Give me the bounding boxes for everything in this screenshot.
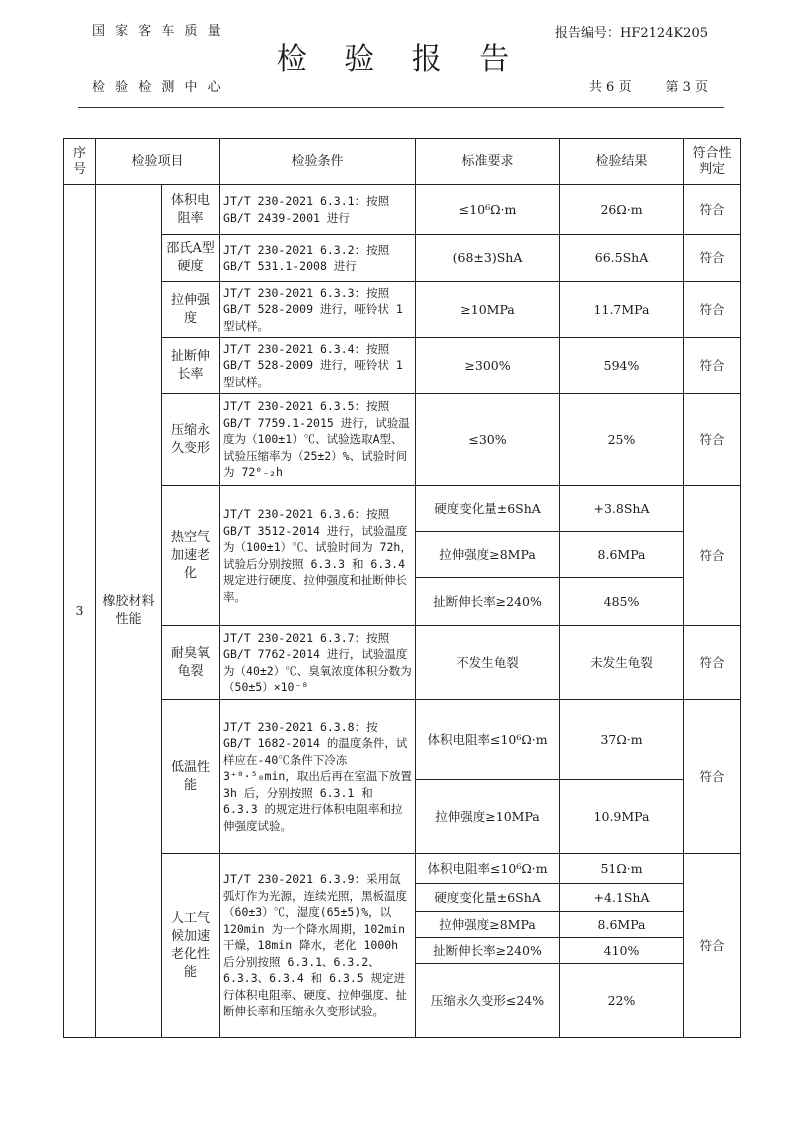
organization-name-line1: 国 家 客 车 质 量 bbox=[92, 24, 224, 39]
requirement-cell: ≥10MPa bbox=[416, 282, 560, 338]
condition-cell: JT/T 230-2021 6.3.3：按照 GB/T 528-2009 进行，哑铃状 1 型试样。 bbox=[220, 282, 416, 338]
item-cell: 热空气加速老化 bbox=[162, 486, 220, 626]
verdict-cell: 符合 bbox=[684, 185, 741, 235]
requirement-cell: 体积电阻率≤10⁶Ω·m bbox=[416, 700, 560, 780]
condition-cell: JT/T 230-2021 6.3.1：按照 GB/T 2439-2001 进行 bbox=[220, 185, 416, 235]
table-row bbox=[64, 626, 741, 700]
result-cell: 51Ω·m bbox=[560, 854, 684, 884]
header-item: 检验项目 bbox=[96, 139, 220, 185]
result-cell: +3.8ShA bbox=[560, 486, 684, 532]
result-cell: 未发生龟裂 bbox=[560, 626, 684, 700]
result-cell: 11.7MPa bbox=[560, 282, 684, 338]
condition-cell: JT/T 230-2021 6.3.6：按照 GB/T 3512-2014 进行，试验温度为（100±1）℃、试验时间为 72h，试验后分别按照 6.3.3 和 6.3.4 规定进行硬度、拉伸强度和扯断伸长率。 bbox=[220, 486, 416, 626]
requirement-cell: (68±3)ShA bbox=[416, 235, 560, 282]
table-row bbox=[64, 282, 741, 338]
table-row bbox=[64, 185, 741, 235]
total-pages: 共 6 页 bbox=[588, 80, 632, 95]
verdict-cell: 符合 bbox=[684, 486, 741, 626]
verdict-cell: 符合 bbox=[684, 338, 741, 394]
report-number: 报告编号：HF2124K205 bbox=[555, 26, 708, 41]
result-cell: 25% bbox=[560, 394, 684, 486]
verdict-cell: 符合 bbox=[684, 700, 741, 854]
condition-cell: JT/T 230-2021 6.3.2：按照 GB/T 531.1-2008 进行 bbox=[220, 235, 416, 282]
header-divider bbox=[78, 107, 724, 108]
verdict-cell: 符合 bbox=[684, 394, 741, 486]
result-cell: 37Ω·m bbox=[560, 700, 684, 780]
verdict-cell: 符合 bbox=[684, 235, 741, 282]
table-row bbox=[64, 854, 741, 884]
table-row bbox=[64, 394, 741, 486]
requirement-cell: 硬度变化量±6ShA bbox=[416, 884, 560, 912]
table-row bbox=[64, 700, 741, 780]
result-cell: +4.1ShA bbox=[560, 884, 684, 912]
table-row bbox=[64, 235, 741, 282]
requirement-cell: 拉伸强度≥8MPa bbox=[416, 532, 560, 578]
item-cell: 拉伸强度 bbox=[162, 282, 220, 338]
result-cell: 10.9MPa bbox=[560, 780, 684, 854]
requirement-cell: ≥300% bbox=[416, 338, 560, 394]
item-cell: 扯断伸长率 bbox=[162, 338, 220, 394]
item-cell: 体积电阻率 bbox=[162, 185, 220, 235]
item-cell: 压缩永久变形 bbox=[162, 394, 220, 486]
requirement-cell: ≤10⁶Ω·m bbox=[416, 185, 560, 235]
group-cell: 橡胶材料性能 bbox=[96, 185, 162, 1038]
requirement-cell: 硬度变化量±6ShA bbox=[416, 486, 560, 532]
seq-cell: 3 bbox=[64, 185, 96, 1038]
requirement-cell: 拉伸强度≥10MPa bbox=[416, 780, 560, 854]
header-result: 检验结果 bbox=[560, 139, 684, 185]
result-cell: 26Ω·m bbox=[560, 185, 684, 235]
item-cell: 耐臭氧龟裂 bbox=[162, 626, 220, 700]
item-cell: 低温性能 bbox=[162, 700, 220, 854]
result-cell: 410% bbox=[560, 938, 684, 964]
requirement-cell: 不发生龟裂 bbox=[416, 626, 560, 700]
condition-cell: JT/T 230-2021 6.3.7：按照 GB/T 7762-2014 进行，试验温度为（40±2）℃、臭氧浓度体积分数为（50±5）×10⁻⁸ bbox=[220, 626, 416, 700]
result-cell: 594% bbox=[560, 338, 684, 394]
result-cell: 22% bbox=[560, 964, 684, 1038]
result-cell: 8.6MPa bbox=[560, 532, 684, 578]
verdict-cell: 符合 bbox=[684, 282, 741, 338]
table-row bbox=[64, 338, 741, 394]
header-seq: 序号 bbox=[64, 139, 96, 185]
result-cell: 66.5ShA bbox=[560, 235, 684, 282]
requirement-cell: ≤30% bbox=[416, 394, 560, 486]
condition-cell: JT/T 230-2021 6.3.5：按照 GB/T 7759.1-2015 进行，试验温度为（100±1）℃、试验选取A型、试验压缩率为（25±2）%、试验时间为 72⁰₋₂h bbox=[220, 394, 416, 486]
header-verdict: 符合性判定 bbox=[684, 139, 741, 185]
table-row bbox=[64, 486, 741, 532]
table-header-row bbox=[64, 139, 741, 185]
header-condition: 检验条件 bbox=[220, 139, 416, 185]
verdict-cell: 符合 bbox=[684, 854, 741, 1038]
page-title: 检 验 报 告 bbox=[276, 42, 524, 77]
page-counter bbox=[589, 76, 708, 95]
requirement-cell: 体积电阻率≤10⁶Ω·m bbox=[416, 854, 560, 884]
result-cell: 485% bbox=[560, 578, 684, 626]
item-cell: 人工气候加速老化性能 bbox=[162, 854, 220, 1038]
result-cell: 8.6MPa bbox=[560, 912, 684, 938]
requirement-cell: 拉伸强度≥8MPa bbox=[416, 912, 560, 938]
item-cell: 邵氏A型硬度 bbox=[162, 235, 220, 282]
inspection-table bbox=[63, 138, 741, 1038]
condition-cell: JT/T 230-2021 6.3.9：采用氙弧灯作为光源，连续光照，黑板温度（60±3）℃，湿度(65±5)%，以 120min 为一个降水周期，102min 干燥，18min 降水，老化 1000h 后分别按照 6.3.1、6.3.2、6.3.3、6.3.4 和 6.3.5 规定进行体积电阻率、硬度、拉伸强度、扯断伸长率和压缩永久变形试验。 bbox=[220, 854, 416, 1038]
header-requirement: 标准要求 bbox=[416, 139, 560, 185]
condition-cell: JT/T 230-2021 6.3.8：按 GB/T 1682-2014 的温度条件，试样应在-40℃条件下冷冻 3⁺⁰·⁵₀min，取出后再在室温下放置 3h 后，分别按照 6.3.1 和 6.3.3 的规定进行体积电阻率和拉伸强度试验。 bbox=[220, 700, 416, 854]
verdict-cell: 符合 bbox=[684, 626, 741, 700]
requirement-cell: 压缩永久变形≤24% bbox=[416, 964, 560, 1038]
organization-name-line2: 检 验 检 测 中 心 bbox=[92, 80, 224, 95]
requirement-cell: 扯断伸长率≥240% bbox=[416, 578, 560, 626]
page-number: 第 3 页 bbox=[665, 80, 708, 95]
requirement-cell: 扯断伸长率≥240% bbox=[416, 938, 560, 964]
condition-cell: JT/T 230-2021 6.3.4：按照 GB/T 528-2009 进行，哑铃状 1 型试样。 bbox=[220, 338, 416, 394]
